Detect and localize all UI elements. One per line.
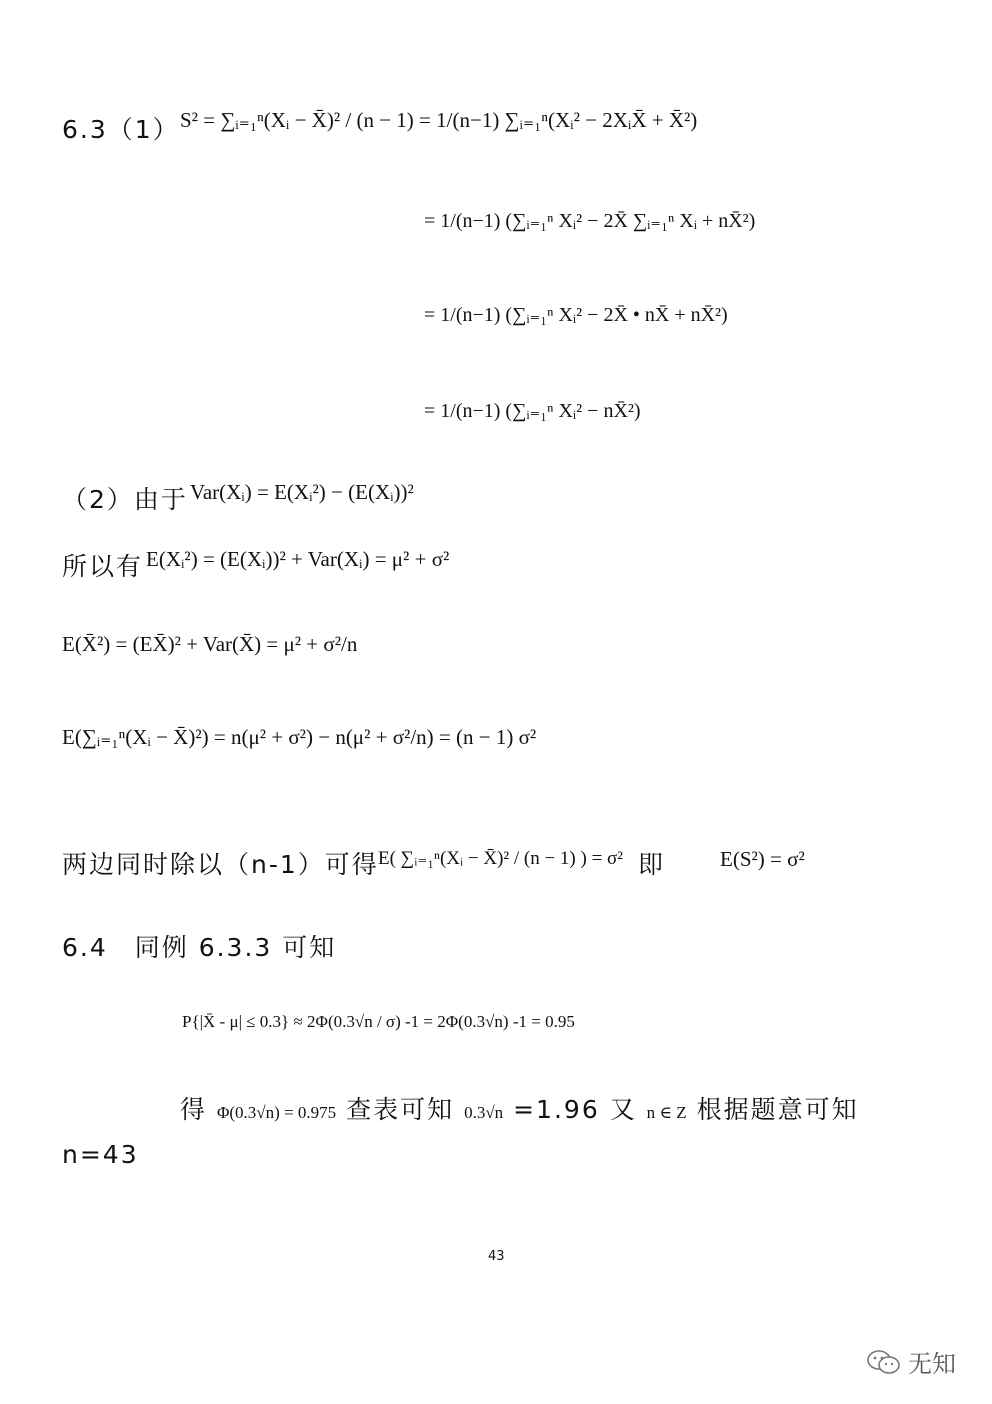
watermark-text: 无知 <box>908 1350 956 1378</box>
equation-sum-expectation: E(∑ᵢ₌₁ⁿ(Xᵢ − X̄)²) = n(μ² + σ²) − n(μ² + σ²/n) = (n − 1) σ² <box>62 725 537 749</box>
you-label: 又 <box>609 1095 637 1124</box>
section-label-6-4: 6.4 同例 6.3.3 可知 <box>62 933 337 962</box>
watermark <box>866 1344 956 1379</box>
equation-probability: P{|X̄ - μ| ≤ 0.3} ≈ 2Φ(0.3√n / σ) -1 = 2Φ(0.3√n) -1 = 0.95 <box>182 1012 575 1031</box>
page-number: 43 <box>488 1249 505 1264</box>
so-label: 所以有 <box>62 552 144 581</box>
ie-label: 即 <box>638 850 666 879</box>
de-label: 得 <box>180 1095 208 1124</box>
equation-n-in-z: n ∈ Z <box>646 1103 687 1122</box>
equation-es2: E(S²) = σ² <box>720 847 805 871</box>
equation-6-3-line1: S² = ∑ᵢ₌₁ⁿ(Xᵢ − X̄)² / (n − 1) = 1/(n−1) ∑ᵢ₌₁ⁿ(Xᵢ² − 2XᵢX̄ + X̄²) <box>180 108 698 132</box>
section-label-6-3: 6.3（1） <box>62 115 180 144</box>
equation-6-3-line3: = 1/(n−1) (∑ᵢ₌₁ⁿ Xᵢ² − 2X̄ • nX̄ + nX̄²) <box>424 304 728 326</box>
divide-label: 两边同时除以（n-1）可得 <box>62 850 379 879</box>
equation-6-3-line4: = 1/(n−1) (∑ᵢ₌₁ⁿ Xᵢ² − nX̄²) <box>424 400 641 422</box>
section-label-2: （2）由于 <box>62 485 188 514</box>
equation-phi: Φ(0.3√n) = 0.975 <box>216 1103 337 1122</box>
wechat-icon <box>866 1348 902 1376</box>
solution-line <box>180 1090 859 1126</box>
result-text: n=43 <box>62 1140 139 1169</box>
equation-exbar2: E(X̄²) = (EX̄)² + Var(X̄) = μ² + σ²/n <box>62 632 358 656</box>
chabiao-label: 查表可知 <box>346 1095 455 1124</box>
equation-exi2: E(Xᵢ²) = (E(Xᵢ))² + Var(Xᵢ) = μ² + σ² <box>146 547 450 571</box>
equation-sqrt: 0.3√n <box>464 1103 504 1122</box>
equation-6-3-line2: = 1/(n−1) (∑ᵢ₌₁ⁿ Xᵢ² − 2X̄ ∑ᵢ₌₁ⁿ Xᵢ + nX̄²) <box>424 210 756 232</box>
value-196: =1.96 <box>513 1095 600 1124</box>
equation-var: Var(Xᵢ) = E(Xᵢ²) − (E(Xᵢ))² <box>190 480 414 504</box>
equation-divide: E( ∑ᵢ₌₁ⁿ(Xᵢ − X̄)² / (n − 1) ) = σ² <box>378 848 623 869</box>
genju-label: 根据题意可知 <box>696 1095 859 1124</box>
